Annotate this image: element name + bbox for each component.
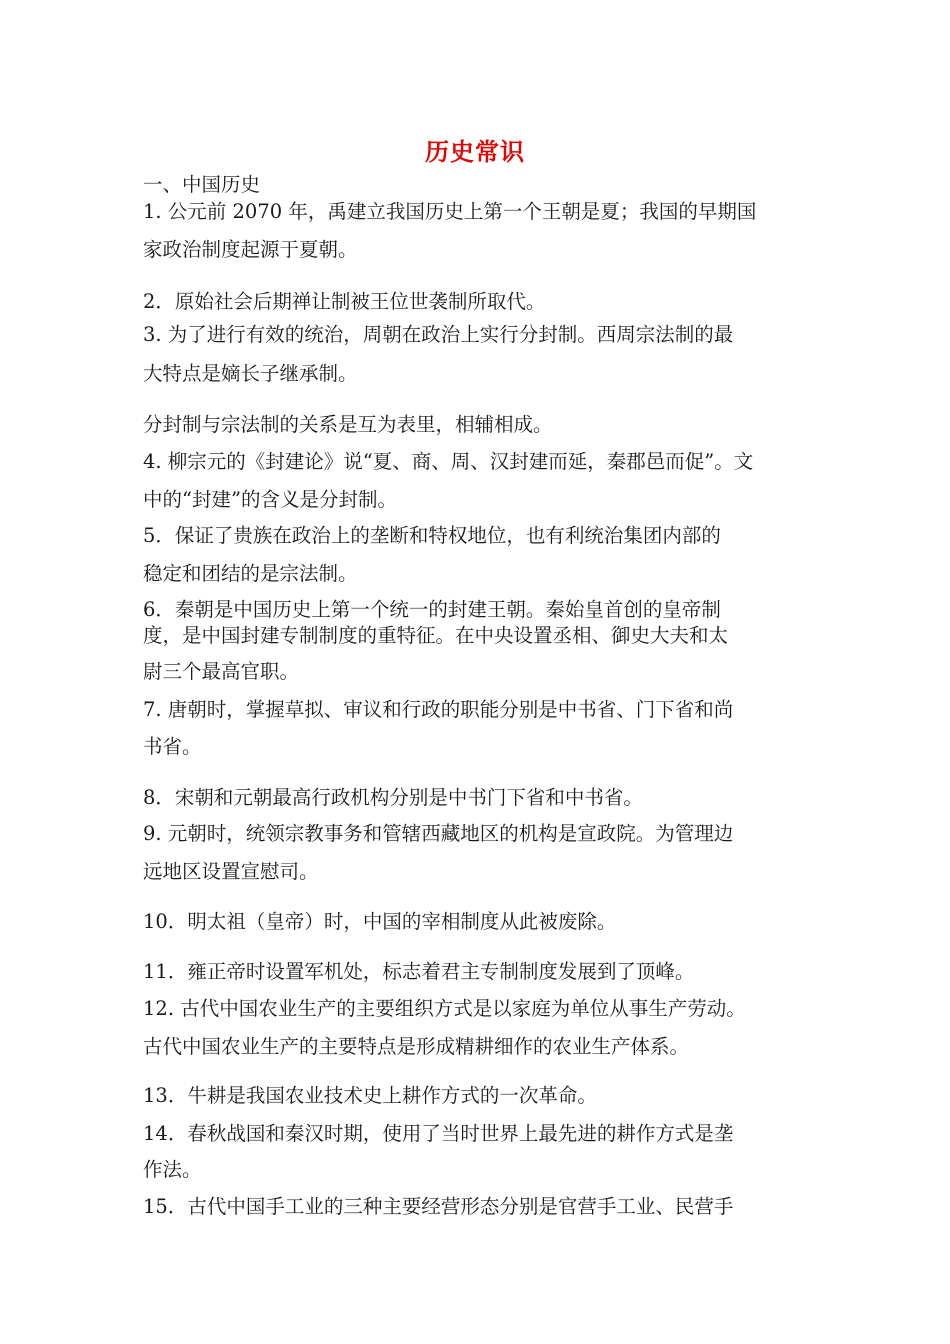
text-line: 大特点是嫡长子继承制。 (143, 362, 358, 385)
text-line: 2．原始社会后期禅让制被王位世袭制所取代。 (143, 290, 546, 313)
text-line: 书省。 (143, 735, 202, 758)
text-line: 尉三个最高官职。 (143, 660, 300, 683)
text-line: 稳定和团结的是宗法制。 (143, 562, 358, 585)
text-line: 5．保证了贵族在政治上的垄断和特权地位，也有利统治集团内部的 (143, 524, 721, 547)
text-line: 1. 公元前 2070 年，禹建立我国历史上第一个王朝是夏；我国的早期国 (143, 200, 757, 223)
text-line: 14．春秋战国和秦汉时期，使用了当时世界上最先进的耕作方式是垄 (143, 1122, 734, 1145)
text-line: 11．雍正帝时设置军机处，标志着君主专制制度发展到了顶峰。 (143, 960, 695, 983)
text-line: 度，是中国封建专制制度的重特征。在中央设置丞相、御史大夫和太 (143, 624, 729, 647)
document-title: 历史常识 (425, 137, 525, 166)
text-line: 家政治制度起源于夏朝。 (143, 238, 358, 261)
text-line: 分封制与宗法制的关系是互为表里，相辅相成。 (143, 413, 553, 436)
text-line: 4. 柳宗元的《封建论》说“夏、商、周、汉封建而延，秦郡邑而促”。文 (143, 450, 754, 473)
text-line: 6．秦朝是中国历史上第一个统一的封建王朝。秦始皇首创的皇帝制 (143, 598, 721, 621)
text-line: 古代中国农业生产的主要特点是形成精耕细作的农业生产体系。 (143, 1035, 690, 1058)
text-line: 作法。 (143, 1158, 202, 1181)
text-line: 3. 为了进行有效的统治，周朝在政治上实行分封制。西周宗法制的最 (143, 323, 734, 346)
text-line: 7. 唐朝时，掌握草拟、审议和行政的职能分别是中书省、门下省和尚 (143, 698, 734, 721)
text-line: 8．宋朝和元朝最高行政机构分别是中书门下省和中书省。 (143, 786, 643, 809)
text-line: 远地区设置宣慰司。 (143, 860, 319, 883)
text-line: 10．明太祖（皇帝）时，中国的宰相制度从此被废除。 (143, 910, 617, 933)
text-line: 中的“封建”的含义是分封制。 (143, 488, 397, 511)
text-line: 15．古代中国手工业的三种主要经营形态分别是官营手工业、民营手 (143, 1195, 734, 1218)
text-line: 9. 元朝时，统领宗教事务和管辖西藏地区的机构是宣政院。为管理边 (143, 822, 734, 845)
section-heading: 一、中国历史 (143, 173, 261, 196)
text-line: 12. 古代中国农业生产的主要组织方式是以家庭为单位从事生产劳动。 (143, 997, 746, 1020)
text-line: 13．牛耕是我国农业技术史上耕作方式的一次革命。 (143, 1084, 597, 1107)
